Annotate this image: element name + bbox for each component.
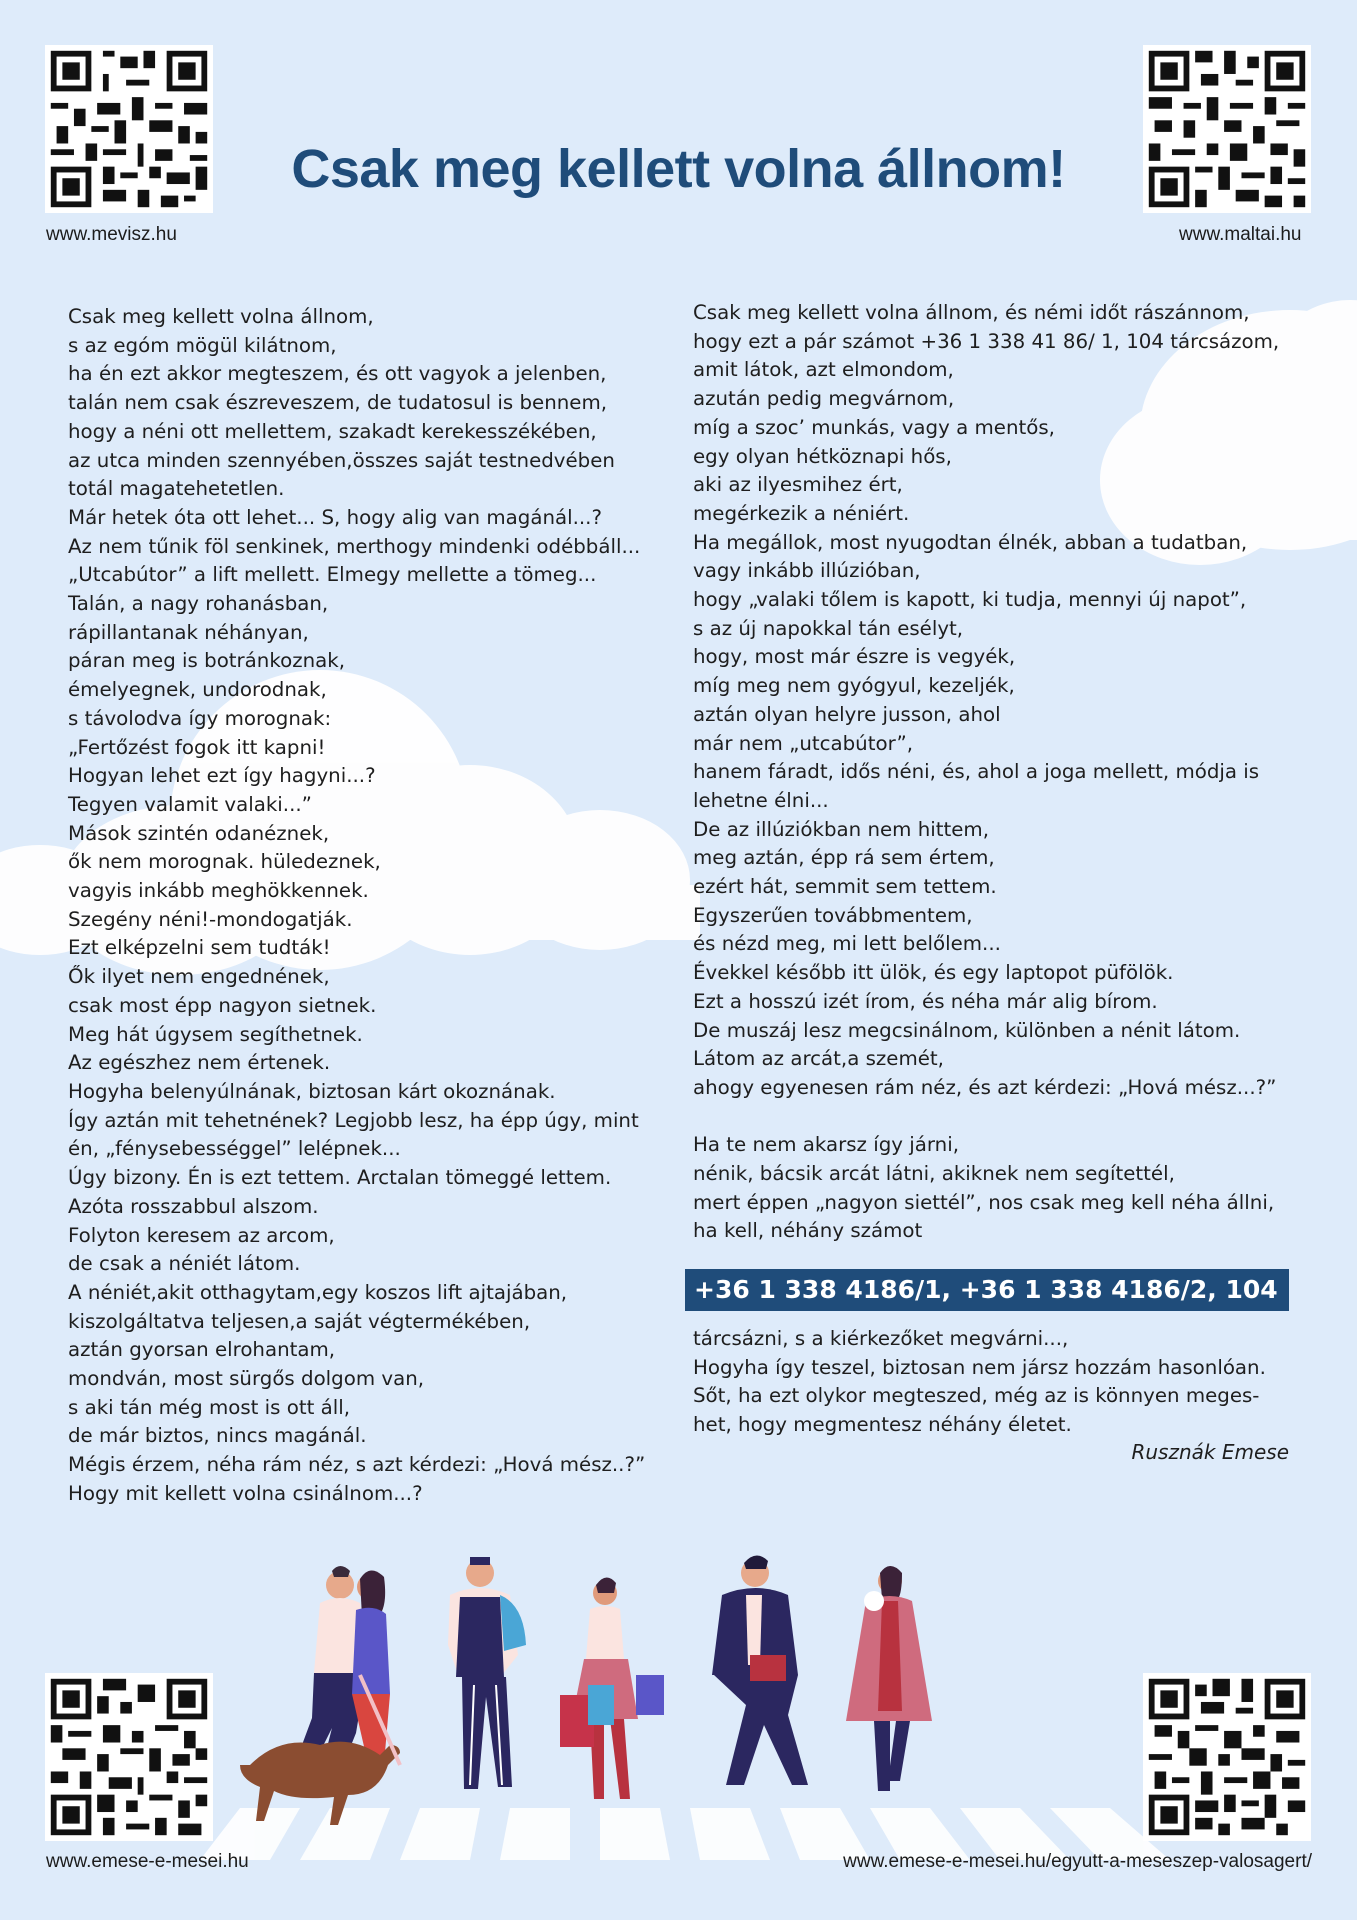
- poem-line: Így aztán mit tehetnének? Legjobb lesz, ha épp úgy, mint: [68, 1108, 639, 1132]
- page-title: Csak meg kellett volna állnom!: [291, 139, 1066, 199]
- poem-line: hogy a néni ott mellettem, szakadt kerekesszékében,: [68, 419, 597, 443]
- qr-code-bottom-left[interactable]: [45, 1673, 213, 1841]
- poem-line: s távolodva így morognak:: [68, 706, 332, 730]
- poem-line: kiszolgáltatva teljesen,a saját végtermékében,: [68, 1309, 531, 1333]
- backpacker-figure: [448, 1557, 526, 1789]
- poem-line: Azóta rosszabbul alszom.: [68, 1194, 319, 1218]
- poem-line: hogy ezt a pár számot +36 1 338 41 86/ 1, 104 tárcsázom,: [693, 329, 1280, 353]
- poem-line: Folyton keresem az arcom,: [68, 1223, 335, 1247]
- poem-line: De az illúziókban nem hittem,: [693, 817, 989, 841]
- poem-line: Úgy bizony. Én is ezt tettem. Arctalan tömeggé lettem.: [68, 1166, 612, 1190]
- poem-line: Sőt, ha ezt olykor megteszed, még az is könnyen meges-: [693, 1384, 1260, 1408]
- poem-line: amit látok, azt elmondom,: [693, 358, 954, 382]
- woman-with-cat-figure: [846, 1566, 932, 1791]
- poem-line: Látom az arcát,a szemét,: [693, 1047, 944, 1071]
- poem-line: Hogy mit kellett volna csinálnom...?: [68, 1481, 423, 1505]
- poem-line: Az nem tűnik föl senkinek, merthogy mindenki odébbáll...: [68, 534, 641, 558]
- poem-line: nénik, bácsik arcát látni, akiknek nem segítettél,: [693, 1162, 1175, 1186]
- poem-line: s aki tán még most is ott áll,: [68, 1395, 351, 1419]
- poem-line: ahogy egyenesen rám néz, és azt kérdezi: „Hová mész...?”: [693, 1075, 1277, 1099]
- qr-label-mevisz[interactable]: www.mevisz.hu: [46, 224, 177, 245]
- qr-code-icon: [45, 1673, 213, 1841]
- poem-line: Szegény néni!-mondogatják.: [68, 907, 353, 931]
- poem-line: „Fertőzést fogok itt kapni!: [68, 735, 326, 759]
- poem-line: De muszáj lesz megcsinálnom, különben a nénit látom.: [693, 1018, 1241, 1042]
- poem-line: Hogyan lehet ezt így hagyni...?: [68, 764, 376, 788]
- poem-line: ők nem morognak. hüledeznek,: [68, 850, 381, 874]
- poem-line: Csak meg kellett volna állnom,: [68, 305, 374, 328]
- poem-line: egy olyan hétköznapi hős,: [693, 444, 952, 468]
- poem-line: mert éppen „nagyon siettél”, nos csak meg kell néha állni,: [693, 1190, 1275, 1214]
- poem-line: mondván, most sürgős dolgom van,: [68, 1367, 425, 1391]
- poem-line: s az egóm mögül kilátnom,: [68, 333, 337, 357]
- poem-line: Az egészhez nem értenek.: [68, 1051, 331, 1075]
- poem-line: meg aztán, épp rá sem értem,: [693, 846, 995, 870]
- poem-line: het, hogy megmentesz néhány életet.: [693, 1413, 1072, 1437]
- poem-line: Ezt a hosszú izét írom, és néha már alig bírom.: [693, 989, 1158, 1013]
- poem-line: míg a szoc’ munkás, vagy a mentős,: [693, 415, 1055, 439]
- poem-line: Meg hát úgysem segíthetnek.: [68, 1022, 363, 1046]
- qr-label-emese-mesei[interactable]: www.emese-e-mesei.hu: [46, 1851, 249, 1872]
- poem-line: Ezt elképzelni sem tudták!: [68, 936, 331, 960]
- poem-line: tárcsázni, s a kiérkezőket megvárni...,: [693, 1327, 1069, 1350]
- phone-numbers-banner: +36 1 338 4186/1, +36 1 338 4186/2, 104: [685, 1269, 1289, 1311]
- poem-line: émelyegnek, undorodnak,: [68, 678, 327, 702]
- poem-line: Tegyen valamit valaki...”: [68, 792, 312, 816]
- poem-line: lehetne élni...: [693, 788, 829, 812]
- poem-line: Mégis érzem, néha rám néz, s azt kérdezi: „Hová mész..?”: [68, 1453, 646, 1477]
- poem-line: Csak meg kellett volna állnom, és némi időt rászánnom,: [693, 301, 1250, 324]
- poem-line: míg meg nem gyógyul, kezeljék,: [693, 674, 1015, 698]
- poem-line: csak most épp nagyon sietnek.: [68, 993, 377, 1017]
- poem-line: hanem fáradt, idős néni, és, ahol a joga mellett, módja is: [693, 760, 1260, 784]
- qr-label-maltai[interactable]: www.maltai.hu: [1179, 224, 1302, 245]
- poem-line: vagyis inkább meghökkennek.: [68, 879, 369, 903]
- poem-line: hogy, most már észre is vegyék,: [693, 645, 1016, 669]
- poem-line: páran meg is botránkoznak,: [68, 649, 345, 673]
- poem-line: megérkezik a néniért.: [693, 501, 910, 525]
- qr-code-bottom-right[interactable]: [1143, 1673, 1311, 1841]
- poem-line: ezért hát, semmit sem tettem.: [693, 875, 997, 899]
- poem-line: Hogyha belenyúlnának, biztosan kárt okoznának.: [68, 1079, 556, 1103]
- poem-line: [693, 1103, 1293, 1132]
- poem-line: hogy „valaki tőlem is kapott, ki tudja, mennyi új napot”,: [693, 588, 1247, 612]
- poem-line: de már biztos, nincs magánál.: [68, 1424, 367, 1448]
- poem-line: Ők ilyet nem engednének,: [68, 965, 330, 989]
- poem-line: már nem „utcabútor”,: [693, 731, 914, 755]
- poem-line: „Utcabútor” a lift mellett. Elmegy mellette a tömeg...: [68, 563, 597, 587]
- poem-line: azután pedig megvárnom,: [693, 387, 955, 411]
- poem-line: az utca minden szennyében,összes saját testnedvében: [68, 448, 615, 472]
- poem-left-column: [68, 303, 668, 1509]
- poem-line: ha kell, néhány számot: [693, 1219, 923, 1243]
- businessman-figure: [712, 1555, 808, 1785]
- poem-line: Ha megállok, most nyugodtan élnék, abban a tudatban,: [693, 530, 1248, 554]
- poem-line: aztán olyan helyre jusson, ahol: [693, 702, 1001, 726]
- people-illustration: [240, 1555, 1060, 1825]
- poem-line: A néniét,akit otthagytam,egy koszos lift ajtajában,: [68, 1280, 568, 1304]
- poem-line: s az új napokkal tán esélyt,: [693, 616, 964, 640]
- qr-label-emese-mesei-page[interactable]: www.emese-e-mesei.hu/egyutt-a-meseszep-valosagert/: [843, 1851, 1312, 1872]
- poem-line: rápillantanak néhányan,: [68, 620, 309, 644]
- poem-line: aztán gyorsan elrohantam,: [68, 1338, 336, 1362]
- poem-line: aki az ilyesmihez ért,: [693, 473, 903, 497]
- poem-line: és nézd meg, mi lett belőlem...: [693, 932, 1001, 956]
- poem-line: de csak a néniét látom.: [68, 1252, 301, 1276]
- shopper-figure: [560, 1577, 664, 1799]
- poem-line: ha én ezt akkor megteszem, és ott vagyok a jelenben,: [68, 362, 607, 386]
- poem-line: én, „fénysebességgel” lelépnek...: [68, 1137, 401, 1161]
- poem-line: totál magatehetetlen.: [68, 477, 285, 501]
- poem-line: Évekkel később itt ülök, és egy laptopot püfölök.: [693, 961, 1174, 985]
- poem-line: Mások szintén odanéznek,: [68, 821, 330, 845]
- poem-tail: [693, 1325, 1293, 1440]
- poem-right-column: [693, 299, 1293, 1246]
- couple-figure: [240, 1566, 400, 1825]
- poem-line: vagy inkább illúzióban,: [693, 559, 921, 583]
- poem-line: talán nem csak észreveszem, de tudatosul is bennem,: [68, 391, 608, 415]
- poem-line: Talán, a nagy rohanásban,: [68, 592, 329, 616]
- author-signature: Rusznák Emese: [1131, 1440, 1289, 1464]
- poem-line: Egyszerűen továbbmentem,: [693, 903, 973, 927]
- poem-line: Ha te nem akarsz így járni,: [693, 1133, 959, 1157]
- poem-line: Már hetek óta ott lehet... S, hogy alig van magánál...?: [68, 505, 602, 529]
- poem-line: Hogyha így teszel, biztosan nem jársz hozzám hasonlóan.: [693, 1355, 1266, 1379]
- qr-code-icon: [1143, 1673, 1311, 1841]
